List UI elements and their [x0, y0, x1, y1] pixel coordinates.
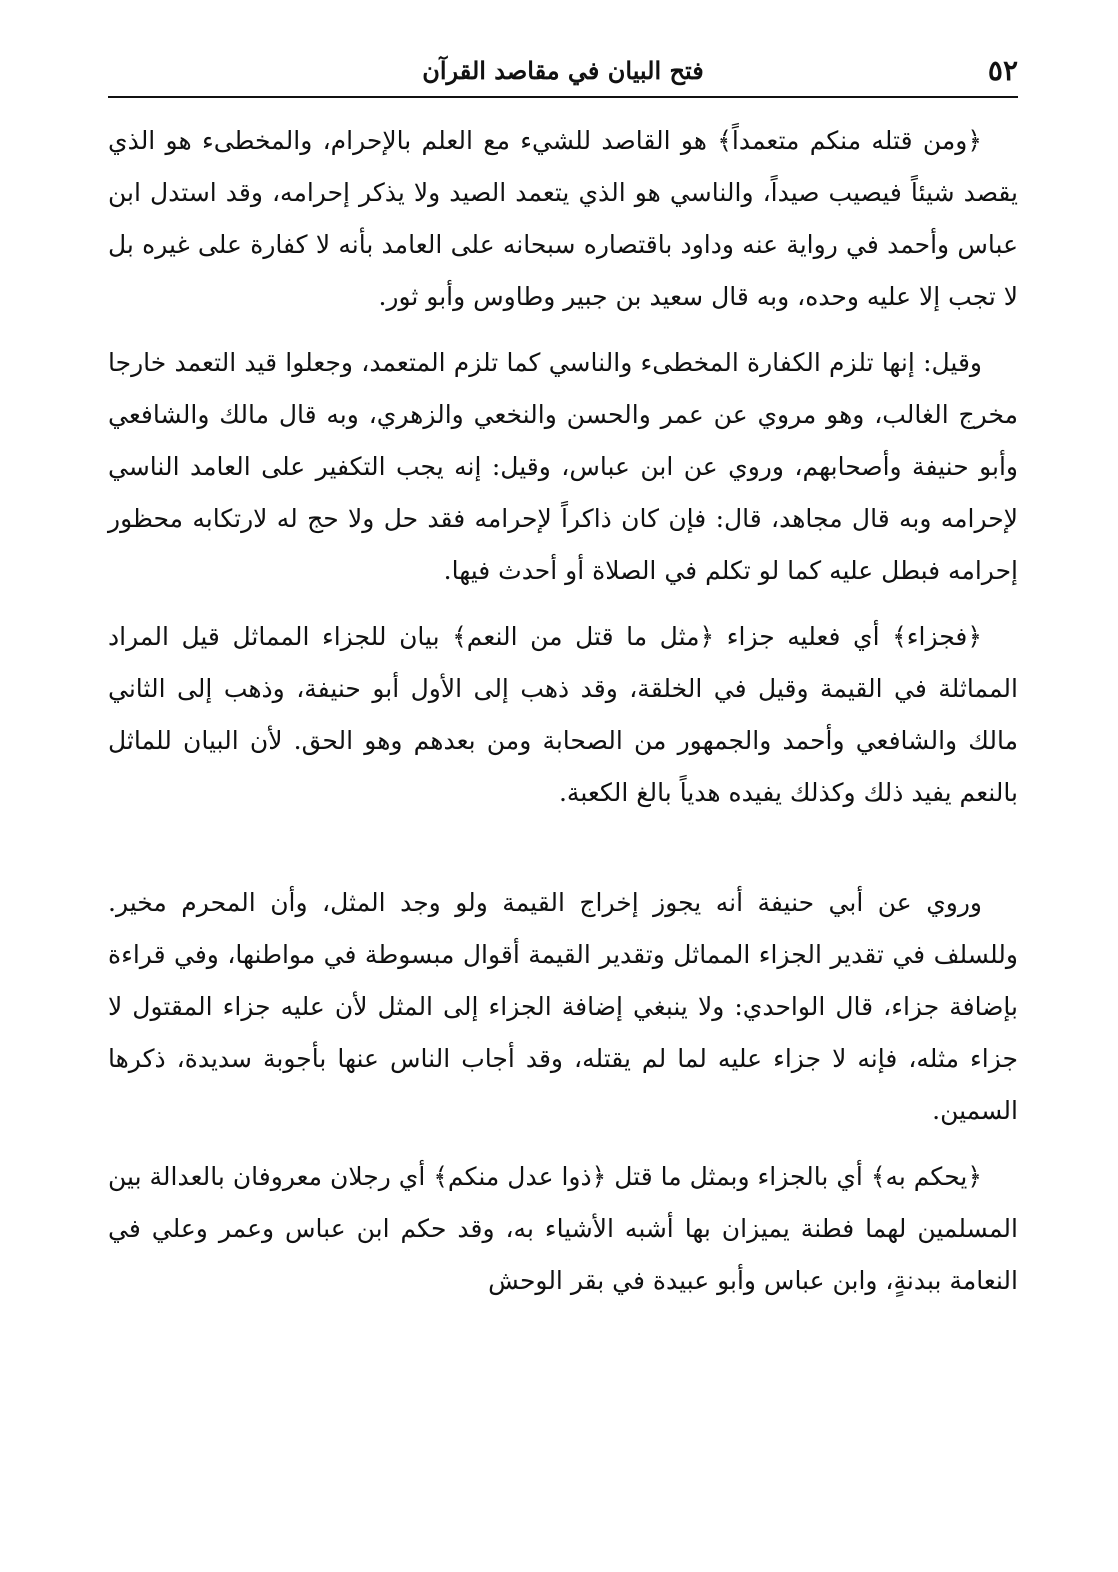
page-header: [108, 50, 1018, 98]
running-title: فتح البيان في مقاصد القرآن: [422, 56, 704, 85]
paragraph: ﴿يحكم به﴾ أي بالجزاء وبمثل ما قتل ﴿ذوا عدل منكم﴾ أي رجلان معروفان بالعدالة بين المسلمين لهما فطنة يميزان بها أشبه الأشياء به، وقد حكم ابن عباس وعمر وعلي في النعامة ببدنةٍ، وابن عباس وأبو عبيدة في بقر الوحش: [108, 1162, 1018, 1295]
paragraph: ﴿ومن قتله منكم متعمداً﴾ هو القاصد للشيء مع العلم بالإحرام، والمخطىء هو الذي يقصد شيئاً فيصيب صيداً، والناسي هو الذي يتعمد الصيد ولا يذكر إحرامه، وقد استدل ابن عباس وأحمد في رواية عنه وداود باقتصاره سبحانه على العامد بأنه لا كفارة على غيره بل لا تجب إلا عليه وحده، وبه قال سعيد بن جبير وطاوس وأبو ثور.: [108, 126, 1018, 311]
body-text: [108, 115, 1018, 1307]
page-number: ٥٢: [987, 54, 1018, 87]
paragraph: ﴿فجزاء﴾ أي فعليه جزاء ﴿مثل ما قتل من النعم﴾ بيان للجزاء المماثل قيل المراد المماثلة في القيمة وقيل في الخلقة، وقد ذهب إلى الأول أبو حنيفة، وذهب إلى الثاني مالك والشافعي وأحمد والجمهور من الصحابة ومن بعدهم وهو الحق. لأن البيان للماثل بالنعم يفيد ذلك وكذلك يفيده هدياً بالغ الكعبة.: [108, 622, 1018, 807]
paragraph: وروي عن أبي حنيفة أنه يجوز إخراج القيمة ولو وجد المثل، وأن المحرم مخير. وللسلف في تقدير الجزاء المماثل وتقدير القيمة أقوال مبسوطة في مواطنها، وفي قراءة بإضافة جزاء، قال الواحدي: ولا ينبغي إضافة الجزاء إلى المثل لأن عليه جزاء المقتول لا جزاء مثله، فإنه لا جزاء عليه لما لم يقتله، وقد أجاب الناس عنها بأجوبة سديدة، ذكرها السمين.: [108, 888, 1018, 1125]
paragraph: وقيل: إنها تلزم الكفارة المخطىء والناسي كما تلزم المتعمد، وجعلوا قيد التعمد خارجا مخرج الغالب، وهو مروي عن عمر والحسن والنخعي والزهري، وبه قال مالك والشافعي وأبو حنيفة وأصحابهم، وروي عن ابن عباس، وقيل: إنه يجب التكفير على العامد الناسي لإحرامه وبه قال مجاهد، قال: فإن كان ذاكراً لإحرامه فقد حل ولا حج له لارتكابه محظور إحرامه فبطل عليه كما لو تكلم في الصلاة أو أحدث فيها.: [108, 348, 1018, 585]
